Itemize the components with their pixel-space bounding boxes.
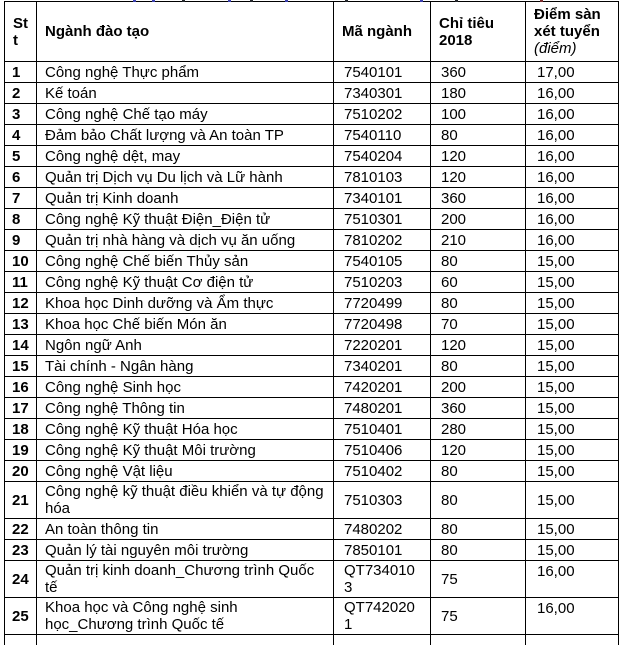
row-quota: 75 xyxy=(431,561,526,598)
row-major-code: 7510303 xyxy=(334,482,431,519)
row-score: 15,00 xyxy=(526,251,619,272)
row-major-code: 7510203 xyxy=(334,272,431,293)
row-quota: 70 xyxy=(431,314,526,335)
row-score: 15,00 xyxy=(526,356,619,377)
row-quota: 80 xyxy=(431,251,526,272)
row-major-code: 7850101 xyxy=(334,540,431,561)
row-score: 15,00 xyxy=(526,440,619,461)
row-stt: 14 xyxy=(5,335,37,356)
row-score: 15,00 xyxy=(526,377,619,398)
row-major-code: 7810103 xyxy=(334,167,431,188)
row-major-code: 7720498 xyxy=(334,314,431,335)
col-header-stt: Stt xyxy=(5,2,37,62)
row-major-code: 7510402 xyxy=(334,461,431,482)
row-score: 16,00 xyxy=(526,83,619,104)
row-major-name: Ngôn ngữ Anh xyxy=(37,335,334,356)
row-major-code: 7720499 xyxy=(334,293,431,314)
col-header-major-name: Ngành đào tạo xyxy=(37,2,334,62)
row-quota: 80 xyxy=(431,482,526,519)
row-stt: 16 xyxy=(5,377,37,398)
row-stt: 8 xyxy=(5,209,37,230)
col-header-score xyxy=(526,2,619,62)
row-stt: 7 xyxy=(5,188,37,209)
row-quota: 80 xyxy=(431,356,526,377)
row-quota: 200 xyxy=(431,209,526,230)
table-row xyxy=(5,419,619,440)
table-row xyxy=(5,167,619,188)
row-major-name: Quản lý tài nguyên môi trường xyxy=(37,540,334,561)
table-row-partial xyxy=(5,635,619,645)
row-major-code: 7420201 xyxy=(334,377,431,398)
row-score: 16,00 xyxy=(526,598,619,635)
row-major-name: Công nghệ Sinh học xyxy=(37,377,334,398)
row-stt: 3 xyxy=(5,104,37,125)
empty-cell xyxy=(334,635,431,645)
table-row xyxy=(5,314,619,335)
row-major-name: Công nghệ dệt, may xyxy=(37,146,334,167)
row-stt: 1 xyxy=(5,62,37,83)
empty-cell xyxy=(431,635,526,645)
row-quota: 210 xyxy=(431,230,526,251)
col-header-score-label: Điểm sàn xét tuyển xyxy=(534,6,601,40)
row-stt: 24 xyxy=(5,561,37,598)
table-row xyxy=(5,440,619,461)
row-score: 15,00 xyxy=(526,519,619,540)
header-row xyxy=(5,2,619,62)
table-row xyxy=(5,519,619,540)
table-row xyxy=(5,598,619,635)
row-score: 15,00 xyxy=(526,272,619,293)
row-major-code: 7340301 xyxy=(334,83,431,104)
table-row xyxy=(5,540,619,561)
row-score: 15,00 xyxy=(526,398,619,419)
table-row xyxy=(5,335,619,356)
table-row xyxy=(5,356,619,377)
row-quota: 75 xyxy=(431,598,526,635)
table-row xyxy=(5,62,619,83)
row-stt: 9 xyxy=(5,230,37,251)
table-row xyxy=(5,104,619,125)
row-major-name: Tài chính - Ngân hàng xyxy=(37,356,334,377)
row-quota: 200 xyxy=(431,377,526,398)
table-row xyxy=(5,83,619,104)
row-major-code: 7510301 xyxy=(334,209,431,230)
col-header-major-code: Mã ngành xyxy=(334,2,431,62)
row-major-code: 7540204 xyxy=(334,146,431,167)
clipped-text-remnant xyxy=(0,0,623,3)
row-quota: 120 xyxy=(431,167,526,188)
row-major-code: 7220201 xyxy=(334,335,431,356)
row-stt: 18 xyxy=(5,419,37,440)
row-quota: 80 xyxy=(431,125,526,146)
row-stt: 4 xyxy=(5,125,37,146)
row-quota: 100 xyxy=(431,104,526,125)
row-quota: 360 xyxy=(431,398,526,419)
row-major-code: QT7340103 xyxy=(334,561,431,598)
row-stt: 12 xyxy=(5,293,37,314)
col-header-score-sublabel: (điểm) xyxy=(534,40,577,57)
table-row xyxy=(5,125,619,146)
row-stt: 11 xyxy=(5,272,37,293)
row-score: 15,00 xyxy=(526,461,619,482)
row-major-name: Quản trị kinh doanh_Chương trình Quốc tế xyxy=(37,561,334,598)
row-major-name: Quản trị Kinh doanh xyxy=(37,188,334,209)
row-major-name: Đảm bảo Chất lượng và An toàn TP xyxy=(37,125,334,146)
row-major-name: Kế toán xyxy=(37,83,334,104)
row-major-name: Công nghệ Kỹ thuật Hóa học xyxy=(37,419,334,440)
row-major-code: 7480201 xyxy=(334,398,431,419)
row-score: 16,00 xyxy=(526,230,619,251)
row-stt: 2 xyxy=(5,83,37,104)
row-stt: 17 xyxy=(5,398,37,419)
row-major-name: Công nghệ Kỹ thuật Môi trường xyxy=(37,440,334,461)
row-quota: 120 xyxy=(431,335,526,356)
empty-cell xyxy=(37,635,334,645)
row-score: 16,00 xyxy=(526,125,619,146)
row-score: 15,00 xyxy=(526,540,619,561)
row-score: 15,00 xyxy=(526,482,619,519)
table-row xyxy=(5,461,619,482)
row-major-name: Công nghệ Thực phẩm xyxy=(37,62,334,83)
row-major-name: Công nghệ Kỹ thuật Điện_Điện tử xyxy=(37,209,334,230)
table-row xyxy=(5,482,619,519)
row-major-name: Quản trị Dịch vụ Du lịch và Lữ hành xyxy=(37,167,334,188)
row-quota: 360 xyxy=(431,62,526,83)
row-score: 15,00 xyxy=(526,419,619,440)
row-stt: 20 xyxy=(5,461,37,482)
table-body xyxy=(5,62,619,645)
row-major-name: An toàn thông tin xyxy=(37,519,334,540)
row-major-name: Khoa học Dinh dưỡng và Ẩm thực xyxy=(37,293,334,314)
row-major-code: 7340201 xyxy=(334,356,431,377)
row-major-code: 7480202 xyxy=(334,519,431,540)
row-major-code: 7540110 xyxy=(334,125,431,146)
table-row xyxy=(5,188,619,209)
row-quota: 80 xyxy=(431,293,526,314)
admissions-table xyxy=(4,1,619,645)
table-row xyxy=(5,146,619,167)
row-score: 16,00 xyxy=(526,561,619,598)
row-major-code: 7540101 xyxy=(334,62,431,83)
row-quota: 280 xyxy=(431,419,526,440)
row-major-name: Công nghệ Chế tạo máy xyxy=(37,104,334,125)
row-major-code: 7810202 xyxy=(334,230,431,251)
table-row xyxy=(5,293,619,314)
row-stt: 19 xyxy=(5,440,37,461)
row-quota: 80 xyxy=(431,461,526,482)
row-score: 16,00 xyxy=(526,104,619,125)
row-score: 16,00 xyxy=(526,167,619,188)
row-score: 17,00 xyxy=(526,62,619,83)
row-major-name: Khoa học và Công nghệ sinh học_Chương trình Quốc tế xyxy=(37,598,334,635)
row-quota: 60 xyxy=(431,272,526,293)
row-major-code: 7540105 xyxy=(334,251,431,272)
row-score: 16,00 xyxy=(526,188,619,209)
row-major-name: Khoa học Chế biến Món ăn xyxy=(37,314,334,335)
row-stt: 15 xyxy=(5,356,37,377)
row-score: 16,00 xyxy=(526,146,619,167)
empty-cell xyxy=(5,635,37,645)
table-row xyxy=(5,230,619,251)
row-major-code: QT7420201 xyxy=(334,598,431,635)
table-row xyxy=(5,398,619,419)
row-quota: 80 xyxy=(431,519,526,540)
row-major-name: Công nghệ Kỹ thuật Cơ điện tử xyxy=(37,272,334,293)
row-stt: 21 xyxy=(5,482,37,519)
row-major-code: 7510202 xyxy=(334,104,431,125)
row-stt: 5 xyxy=(5,146,37,167)
row-score: 15,00 xyxy=(526,293,619,314)
table-row xyxy=(5,209,619,230)
table-row xyxy=(5,561,619,598)
row-major-name: Công nghệ Vật liệu xyxy=(37,461,334,482)
row-quota: 360 xyxy=(431,188,526,209)
row-major-code: 7510401 xyxy=(334,419,431,440)
table-row xyxy=(5,272,619,293)
row-quota: 80 xyxy=(431,540,526,561)
row-major-name: Quản trị nhà hàng và dịch vụ ăn uống xyxy=(37,230,334,251)
table-row xyxy=(5,251,619,272)
row-stt: 13 xyxy=(5,314,37,335)
row-stt: 23 xyxy=(5,540,37,561)
row-stt: 25 xyxy=(5,598,37,635)
row-stt: 10 xyxy=(5,251,37,272)
col-header-quota: Chỉ tiêu 2018 xyxy=(431,2,526,62)
row-major-code: 7340101 xyxy=(334,188,431,209)
row-stt: 22 xyxy=(5,519,37,540)
row-score: 15,00 xyxy=(526,314,619,335)
row-major-name: Công nghệ kỹ thuật điều khiển và tự động hóa xyxy=(37,482,334,519)
row-stt: 6 xyxy=(5,167,37,188)
row-quota: 180 xyxy=(431,83,526,104)
empty-cell xyxy=(526,635,619,645)
table-header xyxy=(5,2,619,62)
row-score: 16,00 xyxy=(526,209,619,230)
row-major-name: Công nghệ Chế biến Thủy sản xyxy=(37,251,334,272)
row-quota: 120 xyxy=(431,146,526,167)
table-row xyxy=(5,377,619,398)
row-score: 15,00 xyxy=(526,335,619,356)
row-major-code: 7510406 xyxy=(334,440,431,461)
row-quota: 120 xyxy=(431,440,526,461)
row-major-name: Công nghệ Thông tin xyxy=(37,398,334,419)
